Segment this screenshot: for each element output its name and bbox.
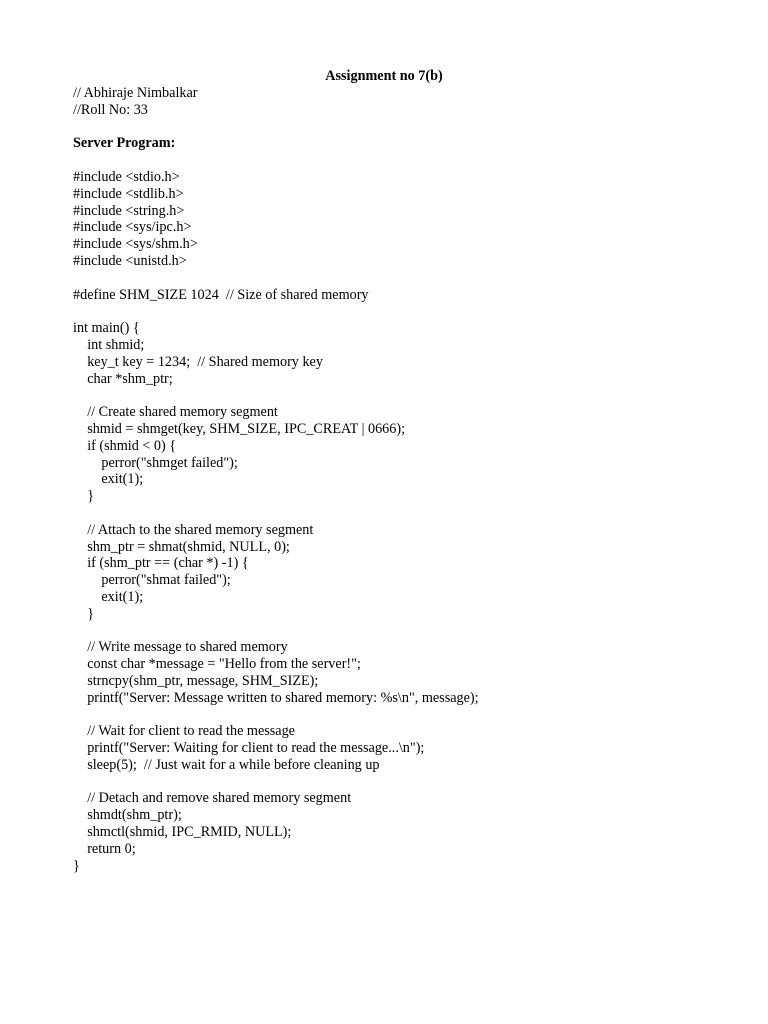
code-line: #include <stdlib.h>	[73, 185, 184, 202]
blank-line	[73, 706, 733, 723]
code-line: shm_ptr = shmat(shmid, NULL, 0);	[73, 538, 290, 555]
code-line: #include <stdio.h>	[73, 168, 180, 185]
code-line: }	[73, 857, 80, 874]
blank-line	[73, 270, 733, 287]
blank-line	[73, 505, 733, 522]
code-line: exit(1);	[73, 471, 144, 488]
code-line: }	[73, 605, 94, 622]
code-line: #include <unistd.h>	[73, 252, 187, 269]
code-line: shmid = shmget(key, SHM_SIZE, IPC_CREAT | 0666);	[73, 420, 406, 437]
code-line: printf("Server: Message written to shared memory: %s\n", message);	[73, 689, 479, 706]
code-line: // Write message to shared memory	[73, 639, 288, 656]
blank-line	[73, 774, 733, 791]
code-line: int shmid;	[73, 336, 145, 353]
blank-line	[73, 623, 733, 640]
section-heading: Server Program:	[73, 135, 176, 152]
code-line: // Attach to the shared memory segment	[73, 521, 314, 538]
code-line: if (shmid < 0) {	[73, 437, 177, 454]
roll-number-comment: //Roll No: 33	[73, 101, 148, 118]
code-line: const char *message = "Hello from the server!";	[73, 656, 361, 673]
code-line: return 0;	[73, 840, 136, 857]
code-line: shmctl(shmid, IPC_RMID, NULL);	[73, 824, 292, 841]
code-line: // Detach and remove shared memory segment	[73, 790, 352, 807]
document-body	[73, 85, 733, 874]
code-line: #include <string.h>	[73, 202, 185, 219]
code-listing	[73, 169, 733, 874]
code-line: sleep(5); // Just wait for a while before cleaning up	[73, 756, 380, 773]
code-line: exit(1);	[73, 588, 144, 605]
code-line: strncpy(shm_ptr, message, SHM_SIZE);	[73, 672, 319, 689]
code-line: int main() {	[73, 320, 140, 337]
code-line: #define SHM_SIZE 1024 // Size of shared memory	[73, 286, 369, 303]
blank-line	[73, 152, 733, 169]
code-line: #include <sys/shm.h>	[73, 236, 198, 253]
code-line: #include <sys/ipc.h>	[73, 219, 192, 236]
code-line: if (shm_ptr == (char *) -1) {	[73, 555, 249, 572]
code-line: perror("shmget failed");	[73, 454, 238, 471]
code-line: printf("Server: Waiting for client to read the message...\n");	[73, 740, 425, 757]
code-line: // Wait for client to read the message	[73, 723, 295, 740]
code-line: key_t key = 1234; // Shared memory key	[73, 353, 323, 370]
blank-line	[73, 303, 733, 320]
author-comment: // Abhiraje Nimbalkar	[73, 85, 198, 101]
assignment-title: Assignment no 7(b)	[325, 68, 443, 84]
code-line: shmdt(shm_ptr);	[73, 807, 182, 824]
code-line: perror("shmat failed");	[73, 572, 231, 589]
code-line: }	[73, 488, 94, 505]
blank-line	[73, 387, 733, 404]
blank-line	[73, 119, 733, 136]
code-line: char *shm_ptr;	[73, 370, 173, 387]
code-line: // Create shared memory segment	[73, 404, 278, 421]
